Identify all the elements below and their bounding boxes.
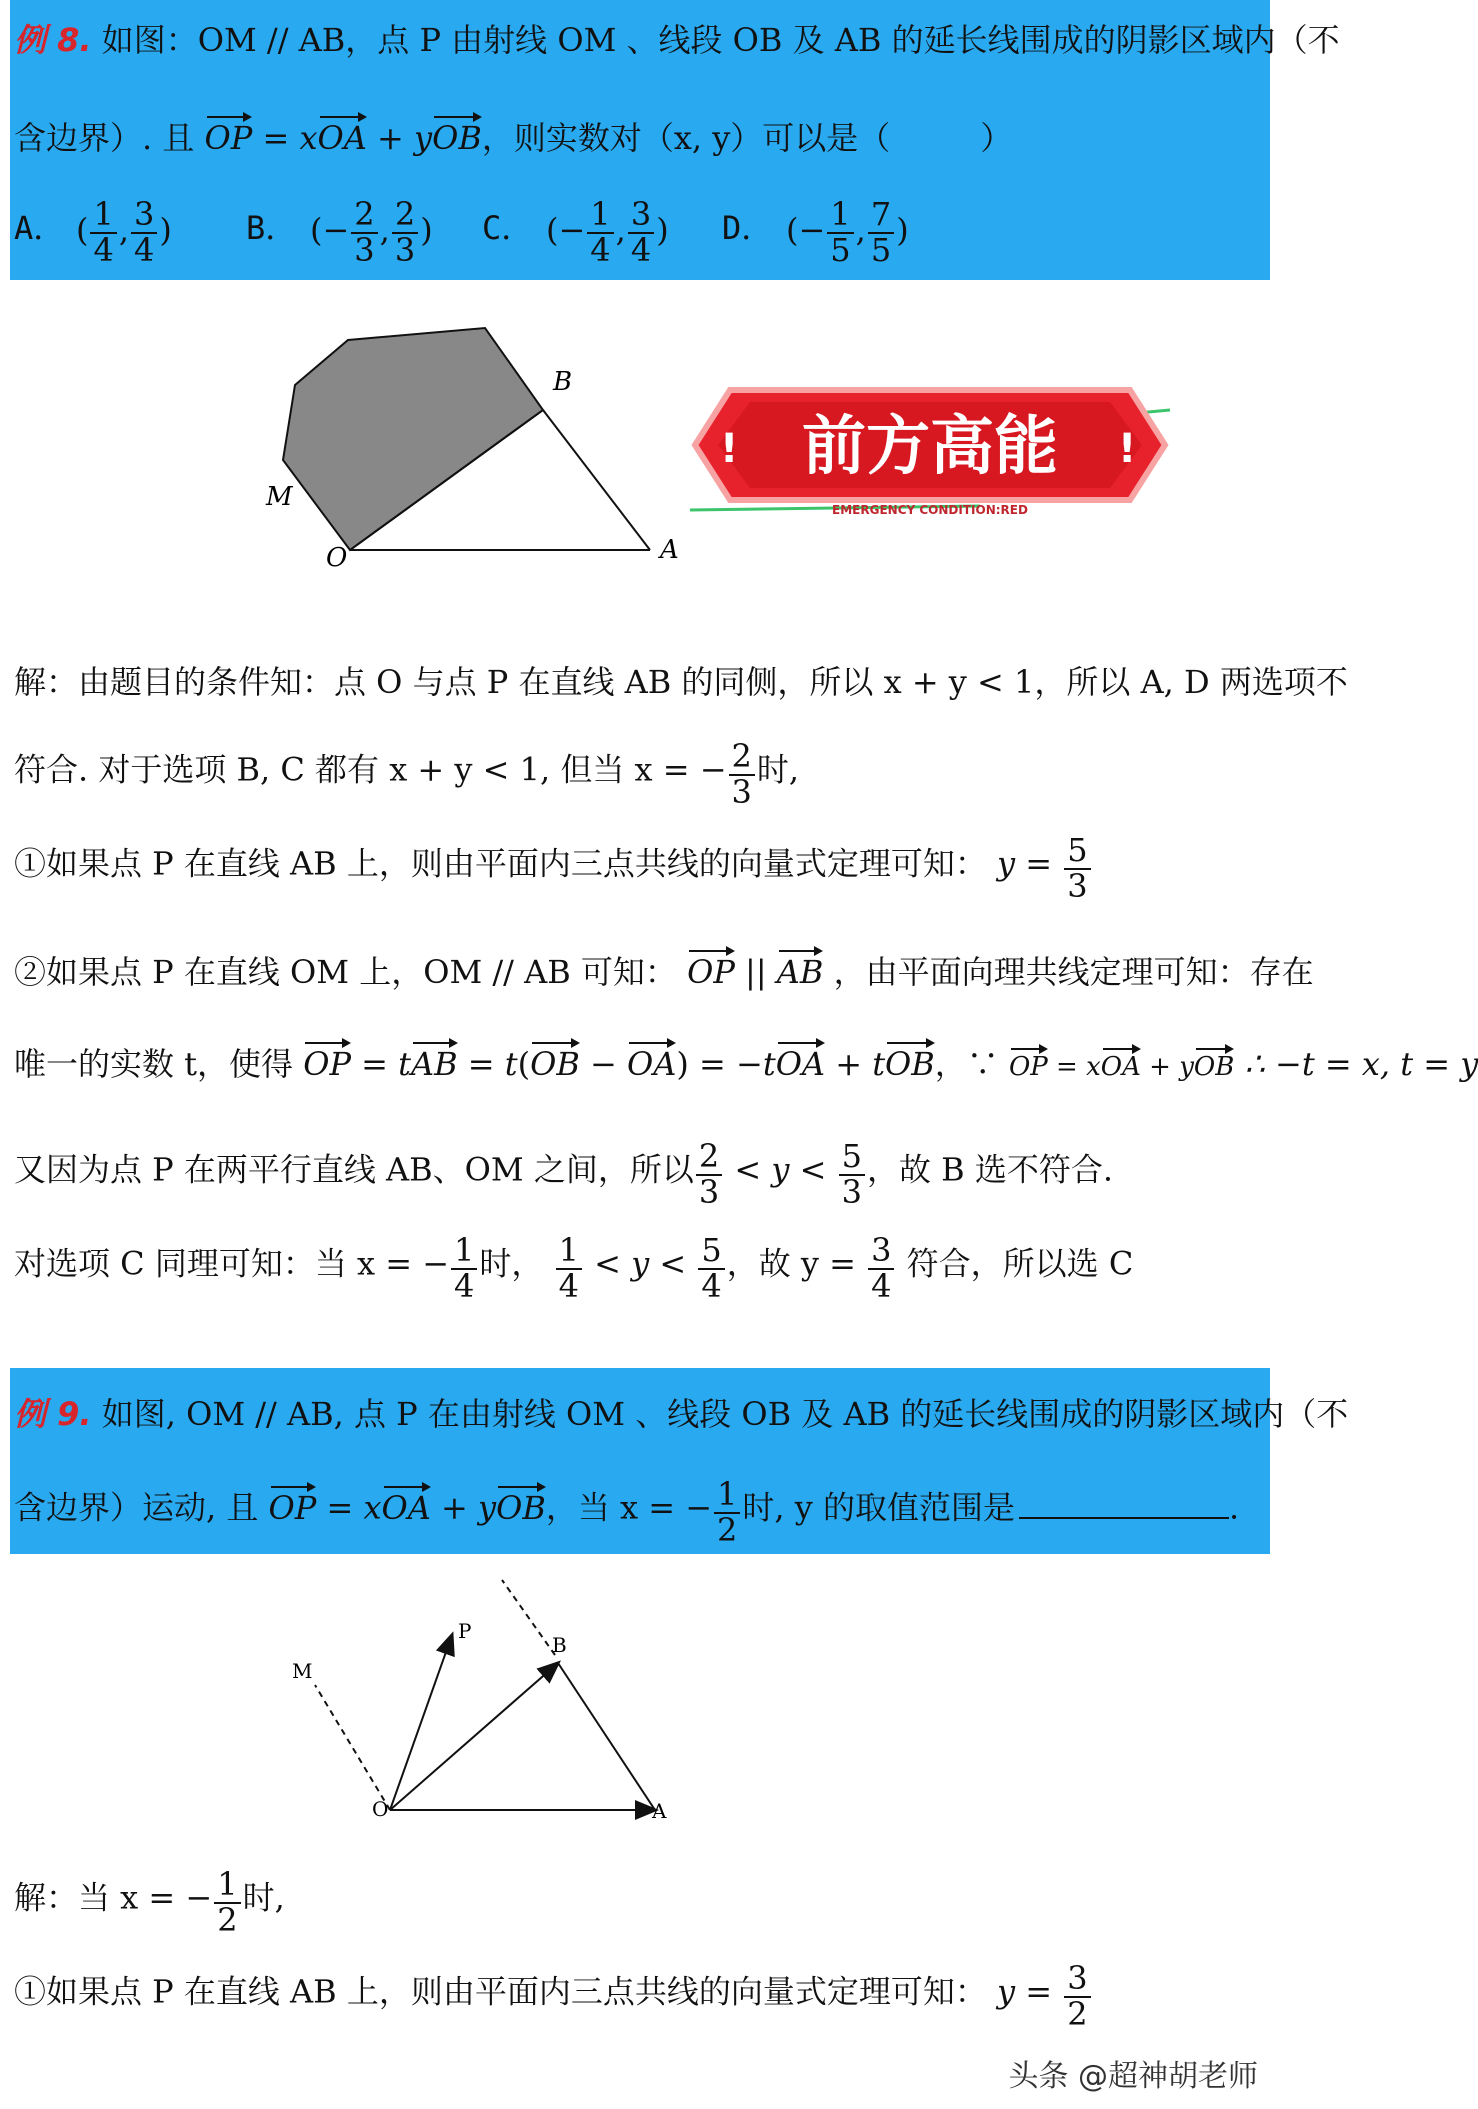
badge-sub-text: EMERGENCY CONDITION:RED [832,503,1028,517]
sol8-line-1: 解：由题目的条件知：点 O 与点 P 在直线 AB 的同侧，所以 x + y < 1，所以 A, D 两选项不 [14,663,1348,701]
label-o: O [372,1797,389,1821]
high-energy-badge [680,370,1170,530]
label-p: P [458,1619,472,1643]
option-b-label: B． [246,209,298,247]
label-o: O [326,543,348,573]
watermark: 头条 @超神胡老师 [1008,2059,1258,2094]
label-b: B [552,1633,567,1657]
sol8-line-5: 唯一的实数 t，使得 OP = tAB = t(OB − OA) = −tOA + tOB，∵ OP = xOA + yOB ∴ −t = x, t = y [14,1045,1478,1083]
sol8-line-6: 又因为点 P 在两平行直线 AB、OM 之间，所以 $\frac{2}{3}$ < y < $\frac{5}{3}$ ，故 B 选不符合. [14,1137,1114,1211]
ex9-tag: 例 9. [14,1395,92,1433]
ex9-question-line-1: 例 9. 如图, OM // AB, 点 P 在由射线 OM 、线段 OB 及 AB 的延长线围成的阴影区域内（不 [14,1395,1349,1433]
sol9-line-1: 解：当 x = − $\frac{1}{2}$ 时, [14,1865,285,1939]
segment-ab [543,410,650,550]
ex8-question-line-1: 例 8. 如图：OM // AB，点 P 由射线 OM 、线段 OB 及 AB 的延长线围成的阴影区域内（不 [14,21,1340,59]
option-b-value: (− $\frac{2}{3}$ , $\frac{2}{3}$ ) [310,195,433,269]
option-d-label: D． [722,209,774,247]
badge-main-text: 前方高能 [802,410,1058,484]
label-m: M [266,482,293,512]
badge-bang-left: ! [720,426,739,472]
label-m: M [292,1659,313,1683]
badge-bang-right: ! [1118,426,1137,472]
ex9-figure [280,1580,700,1840]
sol8-line-7: 对选项 C 同理可知：当 x = − $\frac{1}{4}$ 时， $\frac{1}{4}$ < y < $\frac{5}{4}$ ，故 y = $\frac{3}{4}$ 符合，所以选 C [14,1231,1134,1305]
label-a: A [660,535,679,565]
ex8-figure [250,310,700,580]
option-a-value: ( $\frac{1}{4}$ , $\frac{3}{4}$ ) [76,195,172,269]
label-a: A [652,1799,667,1823]
sol8-line-4: ②如果点 P 在直线 OM 上，OM // AB 可知： OP || AB ，由平面向理共线定理可知：存在 [14,953,1314,991]
sol8-line-3: ①如果点 P 在直线 AB 上，则由平面内三点共线的向量式定理可知： y = $\frac{5}{3}$ [14,834,1272,903]
option-a-label: A． [14,209,66,247]
segment-ab [558,1663,655,1810]
ray-ab-extension [502,1580,555,1655]
ex8-question-line-2: 含边界）. 且 OP = xOA + yOB，则实数对（x, y）可以是（ ） [14,119,1013,157]
sol9-line-2: ①如果点 P 在直线 AB 上，则由平面内三点共线的向量式定理可知： y = $\frac{3}{2}$ [14,1962,1272,2031]
label-b: B [553,367,573,397]
option-c-value: (− $\frac{1}{4}$ , $\frac{3}{4}$ ) [546,195,669,269]
option-d-value: (− $\frac{1}{5}$ , $\frac{7}{5}$ ) [786,195,909,269]
answer-blank[interactable] [1019,1517,1229,1519]
ex8-tag: 例 8. [14,21,92,59]
ex9-question-line-2: 含边界）运动, 且 OP = xOA + yOB，当 x = − $\frac{1}{2}$ 时, y 的取值范围是 . [14,1475,1240,1549]
option-c-label: C． [482,209,534,247]
ray-om [315,1685,390,1810]
sol8-line-2: 符合. 对于选项 B, C 都有 x + y < 1, 但当 x = − $\frac{2}{3}$ 时, [14,737,800,811]
